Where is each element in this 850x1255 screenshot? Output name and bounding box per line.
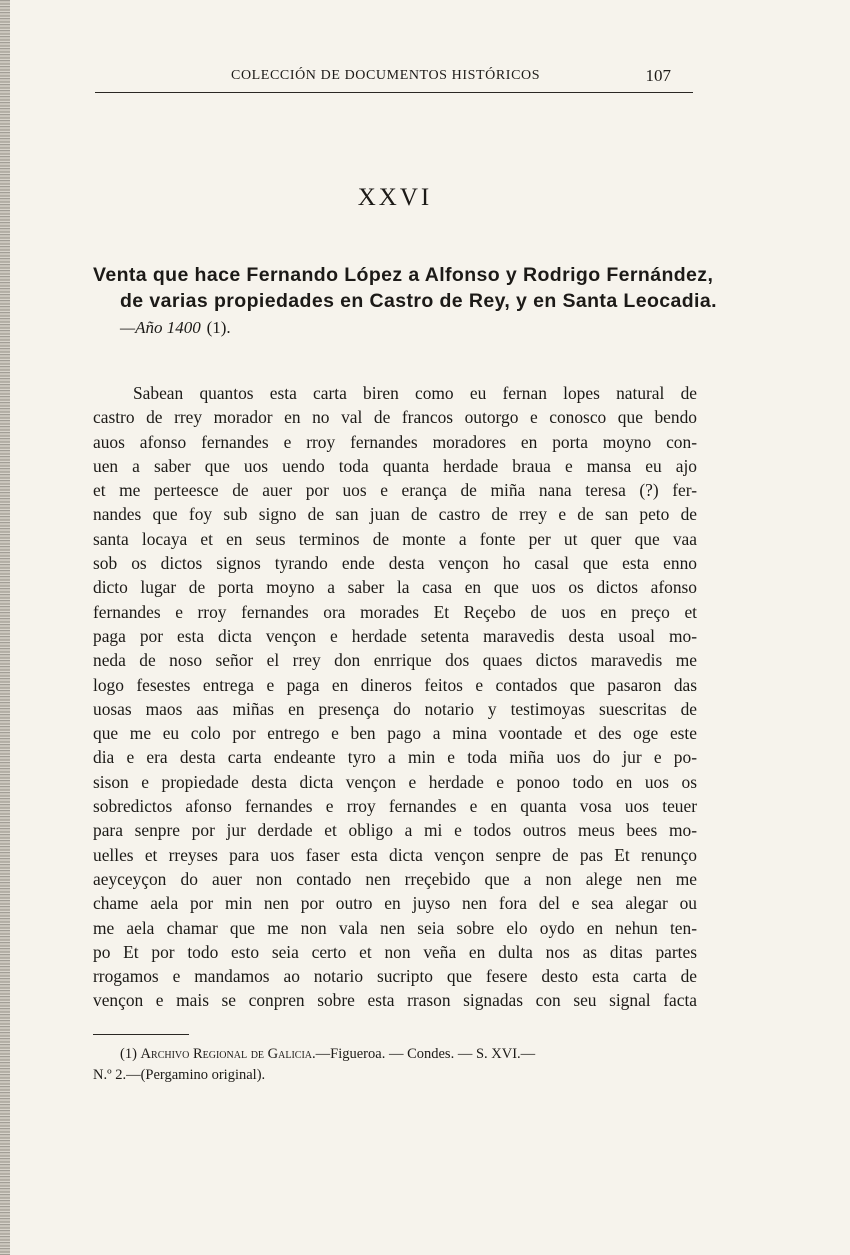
body-line: sobredictos afonso fernandes e rroy fernandes e en quanta vosa uos teuer: [93, 796, 697, 817]
body-line: uosas maos aas miñas en presença do notario y testimoyas suescritas de: [93, 698, 697, 719]
page-number: 107: [645, 66, 671, 85]
body-line: dicto lugar de porta moyno a saber la casa en que uos os dictos afonso: [93, 577, 697, 598]
body-line: que me eu colo por entrego e ben pago a mina voontade et des oge este: [93, 723, 697, 744]
body-line: Sabean quantos esta carta biren como eu fernan lopes natural de: [133, 383, 697, 403]
body-line: uelles et rreyses para uos faser esta dicta vençon senpre de pas Et renunço: [93, 844, 697, 865]
body-line: castro de rrey morador en no val de francos outorgo e conosco que bendo: [93, 407, 697, 428]
heading-text: Venta que hace Fernando López a Alfonso y Rodrigo Fernández, de varias propiedades en Castro de Rey, y en Santa Leocadia.: [93, 264, 717, 312]
body-line: nandes que foy sub signo de san juan de castro de rrey e de san peto de: [93, 504, 697, 525]
body-line: dia e era desta carta endeante tyro a min e toda miña uos do jur e po-: [93, 747, 697, 768]
body-line: po Et por todo esto seia certo et non veña en dulta nos as ditas partes: [93, 941, 697, 962]
footnote-line-1: [93, 1044, 703, 1065]
body-line: et me perteesce de auer por uos e erança de miña nana teresa (?) fer-: [93, 480, 697, 501]
footnote-divider: [93, 1034, 189, 1035]
body-line: chame aela por min nen por outro en juyso nen fora del e sea alegar ou: [93, 893, 697, 914]
body-line: vençon e mais se conpren sobre esta rrason signadas con seu signal facta: [93, 990, 697, 1011]
body-line: aeyceyçon do auer non contado nen rreçebido que a non alege nen me: [93, 868, 697, 889]
body-line: rrogamos e mandamos ao notario sucripto que fesere desto esta carta de: [93, 966, 697, 987]
body-line: me aela chamar que me non vala nen seia sobre elo oydo en nehun ten-: [93, 917, 697, 938]
footnote-archive: Archivo Regional de Galicia.: [140, 1046, 316, 1062]
body-line: para senpre por jur derdade et obligo a mi e todos outros meus bees mo-: [93, 820, 697, 841]
body-line: paga por esta dicta vençon e herdade setenta maravedis desta usoal mo-: [93, 625, 697, 646]
body-line: auos afonso fernandes e rroy fernandes moradores en porta moyno con-: [93, 431, 697, 452]
footnote: [93, 1044, 703, 1086]
body-line: santa locaya et en seus terminos de monte a fonte per ut quer que vaa: [93, 528, 697, 549]
body-line: uen a saber que uos uendo toda quanta herdade braua e mansa eu ajo: [93, 455, 697, 476]
document-body: [93, 381, 697, 1013]
running-title: COLECCIÓN DE DOCUMENTOS HISTÓRICOS: [231, 68, 541, 83]
footnote-line-2: N.º 2.—(Pergamino original).: [93, 1067, 266, 1083]
footnote-marker: (1): [120, 1046, 137, 1062]
body-line: sob os dictos signos tyrando ende desta vençon ho casal que esta enno: [93, 553, 697, 574]
body-line: sison e propiedade desta dicta vençon e herdade e ponoo todo en uos os: [93, 771, 697, 792]
body-line: fernandes e rroy fernandes ora morades Et Reçebo de uos en preço et: [93, 601, 697, 622]
body-line: neda de noso señor el rrey don enrrique dos quaes dictos maravedis me: [93, 650, 697, 671]
heading-date: —Año 1400: [120, 318, 201, 337]
page-header: [95, 64, 693, 93]
footnote-source: —Figueroa. — Condes. — S. XVI.—: [315, 1046, 536, 1062]
body-line: logo fesestes entrega e paga en dineros feitos e contados que pasaron das: [93, 674, 697, 695]
footnote-reference: (1).: [206, 318, 231, 337]
document-number: XXVI: [357, 184, 433, 211]
document-heading: [93, 262, 730, 341]
